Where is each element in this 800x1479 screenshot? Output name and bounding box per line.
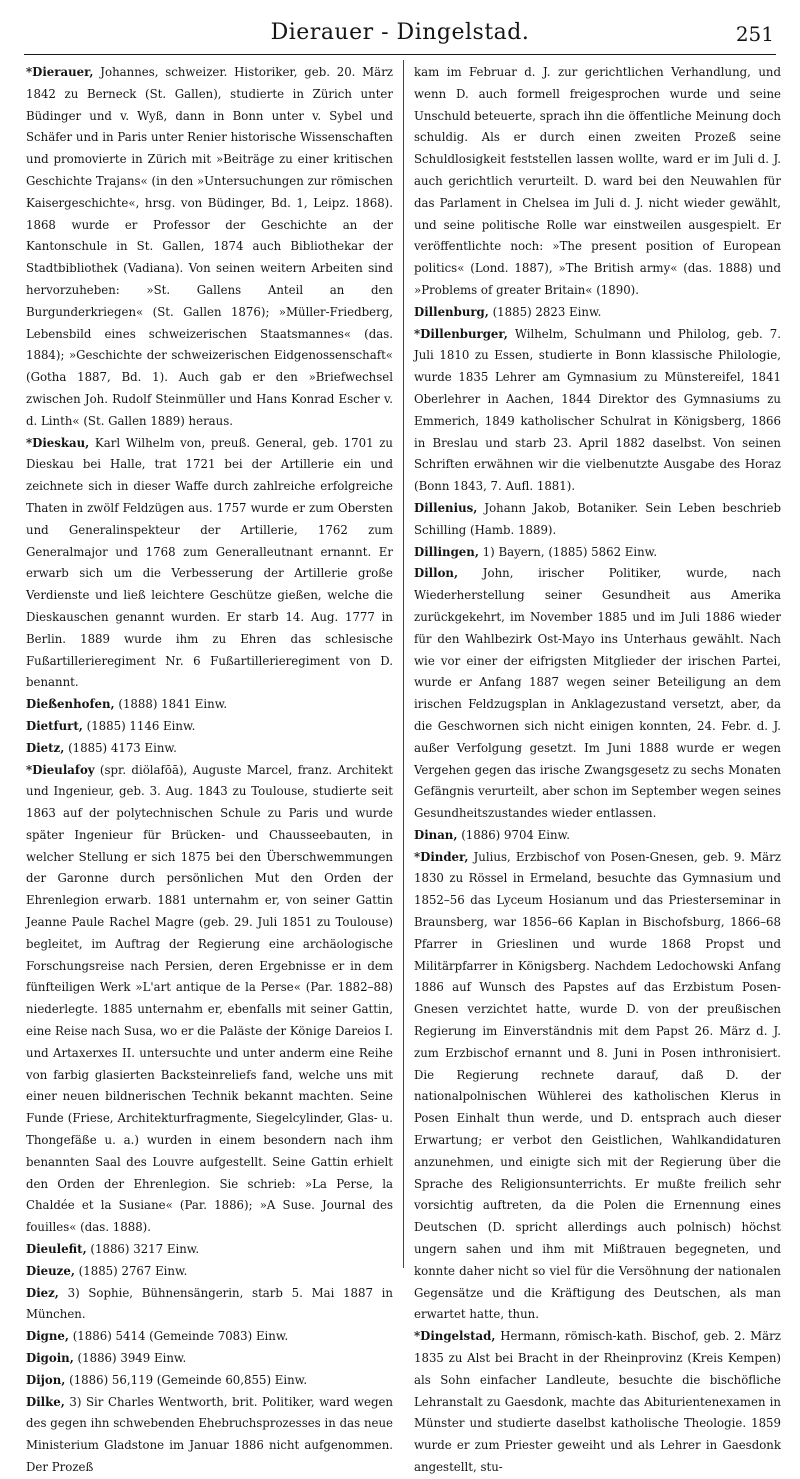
entry-headword: Dietz, [26, 740, 65, 755]
entry-headword: Diez, [26, 1285, 59, 1300]
entry-headword: Dijon, [26, 1372, 66, 1387]
entry-text: (1886) 56,119 (Gemeinde 60,855) Einw. [65, 1372, 308, 1387]
left-column [26, 62, 393, 1474]
entry-dilke-continued [414, 62, 781, 302]
entry-dieulafoy [26, 760, 393, 1240]
entry-dieskau [26, 433, 393, 695]
entry-headword: Dießenhofen, [26, 697, 115, 712]
entry-text: Julius, Erzbischof von Posen-Gnesen, geb. 9. März 1830 zu Rössel in Ermeland, besuchte das Gymnasium und 1852–56 das Lyceum Hosianum und das Priesterseminar in Braunsberg, war 1856–66 Kaplan in Bischofsburg, 1866–68 Pfarrer in Grieslinen und wurde 1868 Propst und Militärpfarrer in Königsberg. Nachdem Ledochowski Anfang 1886 auf Wunsch des Papstes auf das Erzbistum Posen-Gnesen verzichtet hatte, wurde D. von der preußischen Regierung im Einverständnis mit dem Papst 26. März d. J. zum Erzbischof ernannt und 8. Juni in Posen inthronisiert. Die Regierung rechnete darauf, daß D. der nationalpolnischen Wühlerei des katholischen Klerus in Posen Einhalt thun werde, und D. entsprach auch dieser Erwartung; er verbot den Geistlichen, Wahlkandidaturen anzunehmen, und einigte sich mit der Regierung über die Sprache des Religionsunterrichts. Er mußte freilich sehr vorsichtig auftreten, da die Polen die Ernennung eines Deutschen (D. spricht allerdings auch polnisch) höchst ungern sahen und ihm mit Mißtrauen begegneten, und konnte daher nicht so viel für die Versöhnung der nationalen Gegensätze und die Kräftigung des Deutschen, als man erwartet hatte, thun. [414, 849, 781, 1322]
entry-text: Wilhelm, Schulmann und Philolog, geb. 7. Juli 1810 zu Essen, studierte in Bonn klassische Philologie, wurde 1835 Lehrer am Gymnasium zu Münstereifel, 1841 Oberlehrer in Aachen, 1844 Direktor des Gymnasiums zu Emmerich, 1849 katholischer Schulrat in Königsberg, 1866 in Breslau und starb 23. April 1882 daselbst. Von seinen Schriften erwähnen wir die vielbenutzte Ausgabe des Horaz (Bonn 1843, 7. Aufl. 1881). [414, 326, 781, 494]
entry-diessenhofen [26, 694, 393, 716]
entry-diez [26, 1283, 393, 1327]
entry-text: (1885) 4173 Einw. [64, 740, 177, 755]
entry-text: (1886) 5414 (Gemeinde 7083) Einw. [68, 1329, 289, 1344]
entry-text: Johann Jakob, Botaniker. Sein Leben beschrieb Schilling (Hamb. 1889). [414, 500, 781, 537]
right-column [414, 62, 781, 1474]
entry-text: (spr. diölafōā), Auguste Marcel, franz. Architekt und Ingenieur, geb. 3. Aug. 1843 zu Toulouse, studierte seit 1863 auf der polytechnischen Schule zu Paris und wurde später Ingenieur für Brücken- und Chausseebauten, in welcher Stellung er sich 1875 bei den Überschwemmungen der Garonne durch persönlichen Mut den Orden der Ehrenlegion erwarb. 1881 unternahm er, von seiner Gattin Jeanne Paule Rachel Magre (geb. 29. Juli 1851 zu Toulouse) begleitet, im Auftrag der Regierung eine archäologische Forschungsreise nach Persien, deren Ergebnisse er in dem fünfteiligen Werk »L'art antique de la Perse« (Par. 1882–88) niederlegte. 1885 unternahm er, ebenfalls mit seiner Gattin, eine Reise nach Susa, wo er die Paläste der Könige Dareios I. und Artaxerxes II. untersuchte und unter anderm eine Reihe von farbig glasierten Backsteinreliefs fand, welche uns mit einer neuen bildnerischen Technik bekannt machten. Seine Funde (Friese, Architekturfragmente, Siegelcylinder, Glas- u. Thongefäße u. a.) wurden in einem besondern nach ihm benannten Saal des Louvre aufgestellt. Seine Gattin erhielt den Orden der Ehrenlegion. Sie schrieb: »La Perse, la Chaldée et la Susiane« (Par. 1886); »A Suse. Journal des fouilles« (das. 1888). [26, 762, 393, 1235]
entry-dillenburg [414, 302, 781, 324]
page-number: 251 [735, 22, 774, 46]
entry-text: (1886) 3949 Einw. [73, 1351, 187, 1366]
entry-text: kam im Februar d. J. zur gerichtlichen Verhandlung, und wenn D. auch formell freigesprochen wurde und seine Unschuld beteuerte, sprach ihn die öffentliche Meinung doch schuldig. Als er durch einen zweiten Prozeß seine Schuldlosigkeit feststellen lassen wollte, ward er im Juli d. J. auch gerichtlich verurteilt. D. ward bei den Neuwahlen für das Parlament in Chelsea im Juli d. J. nicht wieder gewählt, und seine politische Rolle war einstweilen ausgespielt. Er veröffentlichte noch: »The present position of European politics« (Lond. 1887), »The British army« (das. 1888) und »Problems of greater Britain« (1890). [414, 65, 781, 297]
entry-text: John, irischer Politiker, wurde, nach Wiederherstellung seiner Gesundheit aus Amerika zurückgekehrt, im November 1885 und im Juli 1886 wieder für den Wahlbezirk Ost-Mayo ins Unterhaus gewählt. Nach wie vor einer der eifrigsten Mitglieder der irischen Partei, wurde er Anfang 1887 wegen seiner Beteiligung an dem irischen Feldzugsplan in Anklagezustand versetzt, aber, da die Geschwornen sich nicht einigen konnten, 24. Febr. d. J. außer Verfolgung gesetzt. Im Juni 1888 wurde er wegen Vergehen gegen das irische Zwangsgesetz zu sechs Monaten Gefängnis verurteilt, aber schon im September wegen seines Gesundheitszustandes wieder entlassen. [414, 566, 781, 821]
page-header [24, 14, 776, 55]
entry-dingelstad [414, 1326, 781, 1479]
entry-headword: Dillenburg, [414, 304, 489, 319]
entry-headword: Dieulefit, [26, 1242, 87, 1257]
entry-text: 3) Sophie, Bühnensängerin, starb 5. Mai 1887 in München. [26, 1285, 393, 1322]
entry-digoin [26, 1348, 393, 1370]
entry-headword: Dieuze, [26, 1263, 75, 1278]
entry-text: (1886) 3217 Einw. [86, 1242, 200, 1257]
entry-headword: Digne, [26, 1329, 69, 1344]
entry-text: 3) Sir Charles Wentworth, brit. Politiker, ward wegen des gegen ihn schwebenden Ehebruchsprozesses in das neue Ministerium Gladstone im Januar 1886 nicht aufgenommen. Der Prozeß [26, 1394, 393, 1474]
entry-dilke [26, 1392, 393, 1479]
entry-headword: Dietfurt, [26, 718, 83, 733]
entry-dillon [414, 563, 781, 825]
entry-text: (1885) 1146 Einw. [82, 718, 196, 733]
entry-text: (1885) 2823 Einw. [488, 304, 602, 319]
entry-dietfurt [26, 716, 393, 738]
entry-text: Johannes, schweizer. Historiker, geb. 20. März 1842 zu Berneck (St. Gallen), studierte in Zürich unter Büdinger und v. Wyß, dann in Bonn unter v. Sybel und Schäfer und in Paris unter Renier historische Wissenschaften und promovierte in Zürich mit »Beiträge zu einer kritischen Geschichte Trajans« (in den »Untersuchungen zur römischen Kaisergeschichte«, hrsg. von Büdinger, Bd. 1, Leipz. 1868). 1868 wurde er Professor der Geschichte an der Kantonschule in St. Gallen, 1874 auch Bibliothekar der Stadtbibliothek (Vadiana). Von seinen weitern Arbeiten sind hervorzuheben: »St. Gallens Anteil an den Burgunderkriegen« (St. Gallen 1876); »Müller-Friedberg, Lebensbild eines schweizerischen Staatsmannes« (das. 1884); »Geschichte der schweizerischen Eidgenossenschaft« (Gotha 1887, Bd. 1). Auch gab er den »Briefwechsel zwischen Joh. Rudolf Steinmüller und Hans Konrad Escher v. d. Linth« (St. Gallen 1889) heraus. [26, 65, 393, 428]
entry-headword: *Dingelstad, [414, 1329, 496, 1344]
entry-headword: *Dieskau, [26, 435, 90, 450]
entry-headword: *Dieulafoy [26, 762, 95, 777]
entry-headword: Dilke, [26, 1394, 65, 1409]
entry-dinan [414, 825, 781, 847]
entry-headword: *Dierauer, [26, 65, 94, 79]
entry-text: Hermann, römisch-kath. Bischof, geb. 2. März 1835 zu Alst bei Bracht in der Rheinprovinz (Kreis Kempen) als Sohn einfacher Landleute, besuchte die bischöfliche Lehranstalt zu Gaesdonk, machte das Abiturientenexamen in Münster und studierte daselbst katholische Theologie. 1859 wurde er zum Priester geweiht und als Lehrer in Gaesdonk angestellt, stu- [414, 1329, 781, 1474]
entry-dieulefit [26, 1239, 393, 1261]
entry-headword: Dillon, [414, 566, 459, 581]
entry-headword: *Dillenburger, [414, 326, 508, 341]
entry-dillingen [414, 542, 781, 564]
column-divider [403, 60, 404, 1268]
entry-text: (1885) 2767 Einw. [74, 1263, 188, 1278]
entry-dieuze [26, 1261, 393, 1283]
entry-headword: Dillenius, [414, 500, 478, 515]
entry-dijon [26, 1370, 393, 1392]
entry-headword: *Dinder, [414, 849, 469, 864]
entry-dillenburger [414, 324, 781, 498]
entry-text: (1888) 1841 Einw. [114, 697, 228, 712]
running-title: Dierauer - Dingelstad. [270, 20, 530, 45]
entry-headword: Dillingen, [414, 544, 479, 559]
entry-text: 1) Bayern, (1885) 5862 Einw. [478, 544, 658, 559]
entry-digne [26, 1326, 393, 1348]
entry-dinder [414, 847, 781, 1327]
entry-text: Karl Wilhelm von, preuß. General, geb. 1701 zu Dieskau bei Halle, trat 1721 bei der Artillerie ein und zeichnete sich in dieser Waffe durch zahlreiche erfolgreiche Thaten in zwölf Feldzügen aus. 1757 wurde er zum Obersten und Generalinspekteur der Artillerie, 1762 zum Generalmajor und 1768 zum Generalleutnant ernannt. Er erwarb sich um die Verbesserung der Artillerie große Verdienste und ließ leichtere Geschütze gießen, welche die Dieskauschen genannt wurden. Er starb 14. Aug. 1777 in Berlin. 1889 wurde ihm zu Ehren das schlesische Fußartillerieregiment Nr. 6 Fußartillerieregiment von D. benannt. [26, 435, 393, 690]
entry-dillenius [414, 498, 781, 542]
entry-dierauer [26, 62, 393, 433]
entry-headword: Digoin, [26, 1351, 74, 1366]
entry-text: (1886) 9704 Einw. [457, 827, 570, 842]
entry-headword: Dinan, [414, 827, 458, 842]
entry-dietz [26, 738, 393, 760]
